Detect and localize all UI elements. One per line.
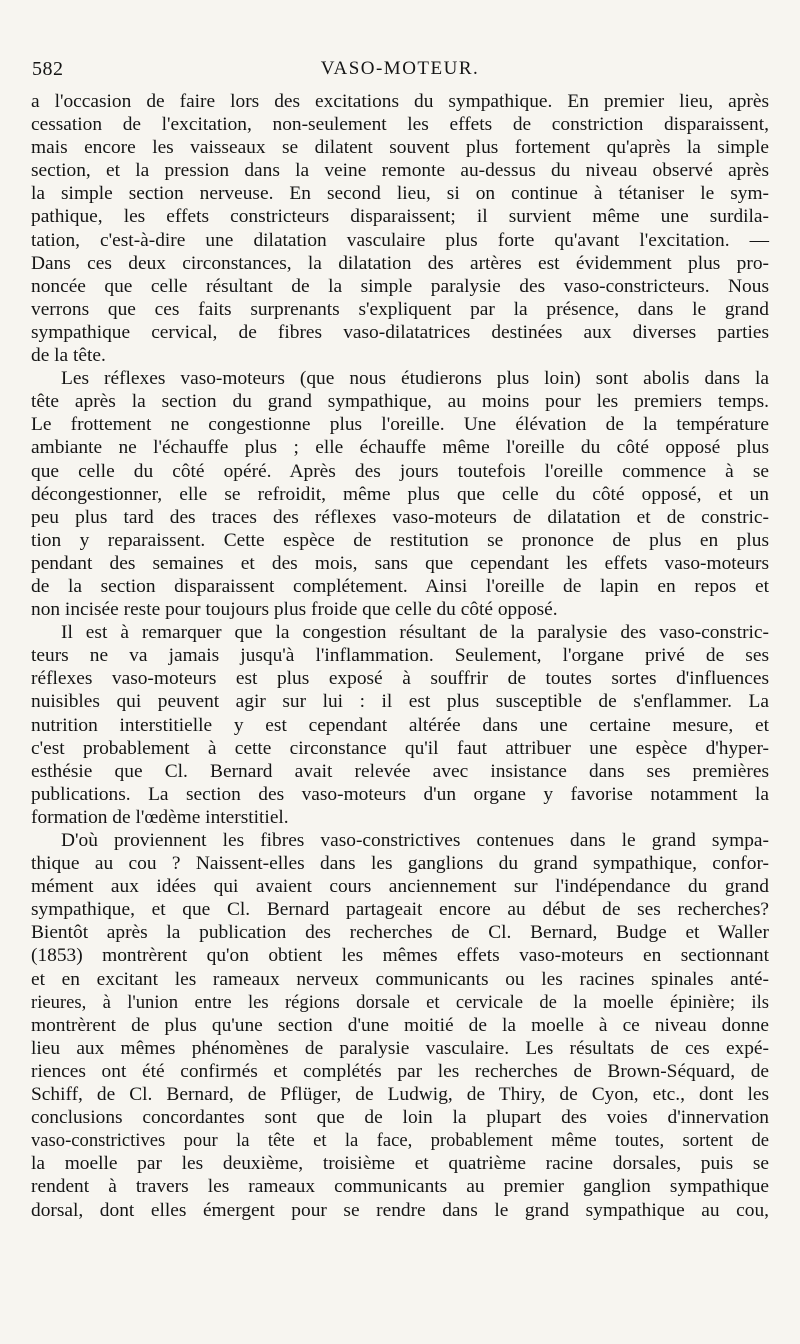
text-line: tation, c'est-à-dire une dilatation vasculaire plus forte qu'avant l'excitation. — (31, 229, 769, 251)
text-line: nuisibles qui peuvent agir sur lui : il est plus susceptible de s'enflammer. La (31, 691, 769, 713)
paragraph-3 (31, 621, 769, 829)
text-line: conclusions concordantes sont que de loin la plupart des voies d'innervation (31, 1107, 769, 1129)
text-line: mément aux idées qui avaient cours anciennement sur l'indépendance du grand (31, 876, 769, 898)
text-line: vaso-constrictives pour la tête et la face, probablement même toutes, sortent de (31, 1130, 769, 1152)
text-line: Schiff, de Cl. Bernard, de Pflüger, de Ludwig, de Thiry, de Cyon, etc., dont les (31, 1084, 769, 1106)
text-line: noncée que celle résultant de la simple paralysie des vaso-constricteurs. Nous (31, 275, 769, 297)
running-title: VASO-MOTEUR. (320, 58, 480, 79)
text-line: sympathique cervical, de fibres vaso-dilatatrices destinées aux diverses parties (31, 321, 769, 343)
text-line: teurs ne va jamais jusqu'à l'inflammation. Seulement, l'organe privé de ses (31, 645, 769, 667)
text-line: pendant des semaines et des mois, sans que cependant les effets vaso-moteurs (31, 552, 769, 574)
text-line: la moelle par les deuxième, troisième et quatrième racine dorsales, puis se (31, 1153, 769, 1175)
paragraph-1 (31, 90, 769, 367)
text-line: c'est probablement à cette circonstance qu'il faut attribuer une espèce d'hyper- (31, 737, 769, 759)
text-line: montrèrent de plus qu'une section d'une moitié de la moelle à ce niveau donne (31, 1014, 769, 1036)
text-line: Il est à remarquer que la congestion résultant de la paralysie des vaso-constric- (61, 622, 769, 644)
text-line: de la section disparaissent complétement. Ainsi l'oreille de lapin en repos et (31, 575, 769, 597)
text-line: lieu aux mêmes phénomènes de paralysie vasculaire. Les résultats de ces expé- (31, 1037, 769, 1059)
text-line: nutrition interstitielle y est cependant altérée dans une certaine mesure, et (31, 714, 769, 736)
paragraph-2 (31, 367, 769, 621)
text-line: thique au cou ? Naissent-elles dans les ganglions du grand sympathique, confor- (31, 853, 769, 875)
text-line: non incisée reste pour toujours plus froide que celle du côté opposé. (31, 599, 558, 621)
text-line: peu plus tard des traces des réflexes vaso-moteurs de dilatation et de constric- (31, 506, 769, 528)
text-line: tête après la section du grand sympathique, au moins pour les premiers temps. (31, 391, 769, 413)
text-line: Les réflexes vaso-moteurs (que nous étudierons plus loin) sont abolis dans la (61, 368, 769, 390)
text-line: mais encore les vaisseaux se dilatent souvent plus fortement qu'après la simple (31, 137, 769, 159)
text-line: D'où proviennent les fibres vaso-constrictives contenues dans le grand sympa- (61, 830, 769, 851)
text-line: dorsal, dont elles émergent pour se rendre dans le grand sympathique au cou, (31, 1199, 769, 1221)
text-line: de la tête. (31, 345, 106, 367)
page-header (30, 58, 770, 84)
text-line: formation de l'œdème interstitiel. (31, 806, 289, 828)
text-line: section, et la pression dans la veine remonte au-dessus du niveau observé après (31, 160, 769, 182)
text-line: verrons que ces faits surprenants s'expliquent par la présence, dans le grand (31, 298, 769, 320)
page-number: 582 (32, 58, 64, 80)
text-line: sympathique, et que Cl. Bernard partageait encore au début de ses recherches? (31, 899, 769, 921)
text-line: rieures, à l'union entre les régions dorsale et cervicale de la moelle épinière; ils (31, 991, 769, 1013)
text-line: cessation de l'excitation, non-seulement les effets de constriction disparaissent, (31, 114, 769, 136)
text-line: décongestionner, elle se refroidit, même plus que celle du côté opposé, et un (31, 483, 769, 505)
body-text (31, 90, 769, 1222)
text-line: (1853) montrèrent qu'on obtient les mêmes effets vaso-moteurs en sectionnant (31, 945, 769, 967)
text-line: a l'occasion de faire lors des excitations du sympathique. En premier lieu, après (31, 91, 769, 112)
text-line: que celle du côté opéré. Après des jours toutefois l'oreille commence à se (31, 460, 769, 482)
text-line: rendent à travers les rameaux communicants au premier ganglion sympathique (31, 1176, 769, 1198)
text-line: esthésie que Cl. Bernard avait relevée avec insistance dans ses premières (31, 760, 769, 782)
text-line: Bientôt après la publication des recherches de Cl. Bernard, Budge et Waller (31, 922, 769, 944)
text-line: Le frottement ne congestionne plus l'oreille. Une élévation de la température (31, 414, 769, 436)
text-line: et en excitant les rameaux nerveux communicants ou les racines spinales anté- (31, 968, 769, 990)
text-line: tion y reparaissent. Cette espèce de restitution se prononce de plus en plus (31, 529, 769, 551)
text-line: riences ont été confirmés et complétés par les recherches de Brown-Séquard, de (31, 1060, 769, 1082)
text-line: Dans ces deux circonstances, la dilatation des artères est évidemment plus pro- (31, 252, 769, 274)
text-line: pathique, les effets constricteurs disparaissent; il survient même une surdila- (31, 206, 769, 228)
text-line: publications. La section des vaso-moteurs d'un organe y favorise notamment la (31, 783, 769, 805)
text-line: la simple section nerveuse. En second lieu, si on continue à tétaniser le sym- (31, 183, 769, 205)
text-line: réflexes vaso-moteurs est plus exposé à souffrir de toutes sortes d'influences (31, 668, 769, 690)
text-line: ambiante ne l'échauffe plus ; elle échauffe même l'oreille du côté opposé plus (31, 437, 769, 459)
paragraph-4 (31, 829, 769, 1222)
